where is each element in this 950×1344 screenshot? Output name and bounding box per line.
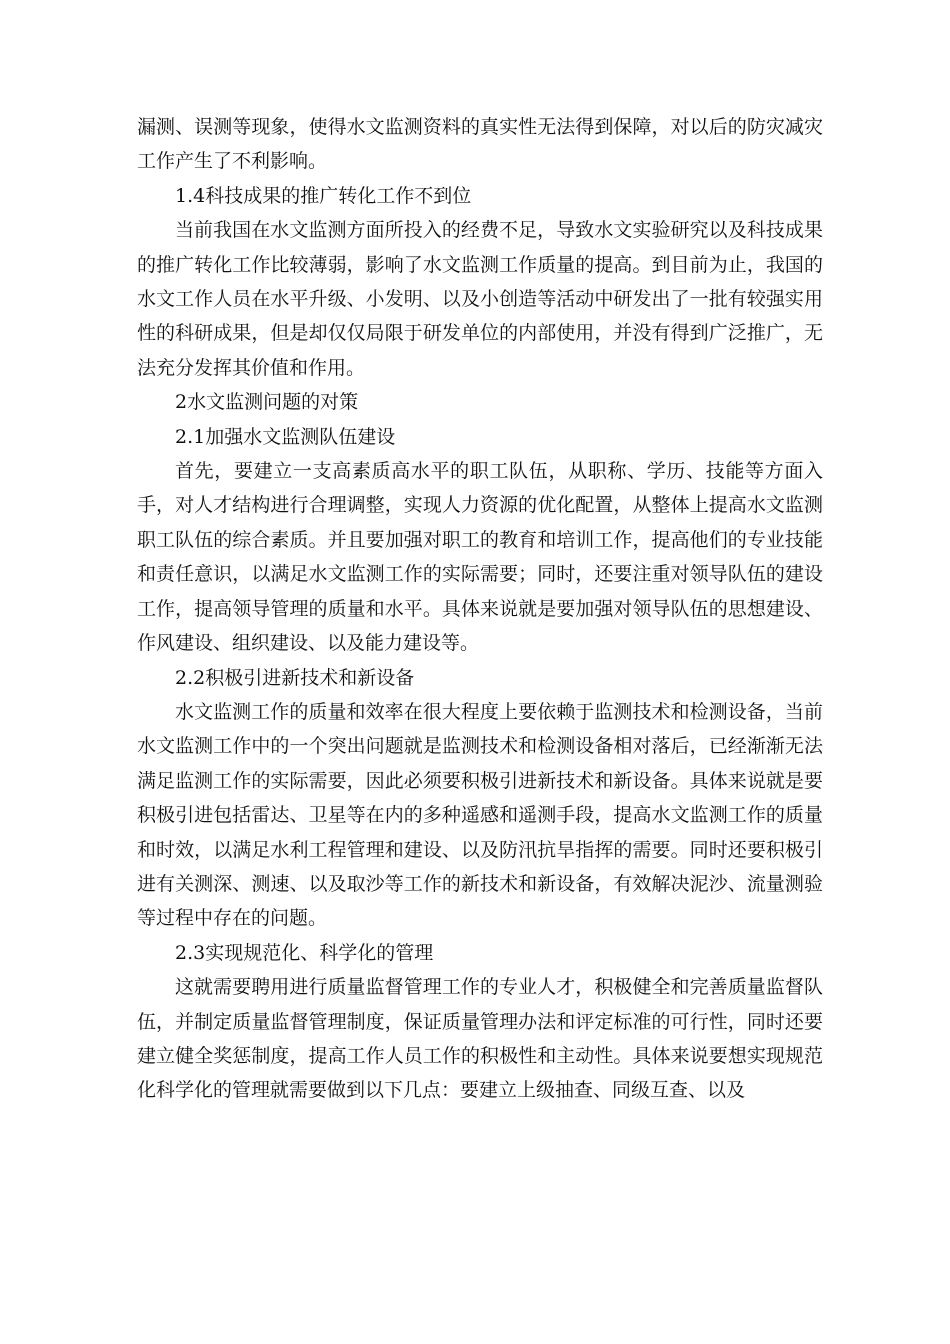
document-body — [137, 110, 823, 1108]
section-heading-2-1: 2.1加强水文监测队伍建设 — [175, 425, 396, 448]
section-heading-2-2: 2.2积极引进新技术和新设备 — [175, 666, 415, 689]
paragraph: 当前我国在水文监测方面所投入的经费不足，导致水文实验研究以及科技成果的推广转化工作比较薄弱，影响了水文监测工作质量的提高。到目前为止，我国的水文工作人员在水平升级、小发明、以及小创造等活动中研发出了一批有较强实用性的科研成果，但是却仅仅局限于研发单位的内部使用，并没有得到广泛推广，无法充分发挥其价值和作用。 — [137, 219, 823, 379]
paragraph: 这就需要聘用进行质量监督管理工作的专业人才，积极健全和完善质量监督队伍，并制定质量监督管理制度，保证质量管理办法和评定标准的可行性，同时还要建立健全奖惩制度，提高工作人员工作的积极性和主动性。具体来说要想实现规范化科学化的管理就需要做到以下几点：要建立上级抽查、同级互查、以及 — [137, 976, 823, 1102]
paragraph: 水文监测工作的质量和效率在很大程度上要依赖于监测技术和检测设备，当前水文监测工作中的一个突出问题就是监测技术和检测设备相对落后，已经渐渐无法满足监测工作的实际需要，因此必须要积极引进新技术和新设备。具体来说就是要积极引进包括雷达、卫星等在内的多种遥感和遥测手段，提高水文监测工作的质量和时效，以满足水利工程管理和建设、以及防汛抗旱指挥的需要。同时还要积极引进有关测深、测速、以及取沙等工作的新技术和新设备，有效解决泥沙、流量测验等过程中存在的问题。 — [137, 700, 823, 930]
paragraph-continuation: 漏测、误测等现象，使得水文监测资料的真实性无法得到保障，对以后的防灾减灾工作产生了不利影响。 — [137, 116, 823, 173]
section-heading-2: 2水文监测问题的对策 — [175, 391, 359, 414]
paragraph: 首先，要建立一支高素质高水平的职工队伍，从职称、学历、技能等方面入手，对人才结构进行合理调整，实现人力资源的优化配置，从整体上提高水文监测职工队伍的综合素质。并且要加强对职工的教育和培训工作，提高他们的专业技能和责任意识，以满足水文监测工作的实际需要；同时，还要注重对领导队伍的建设工作，提高领导管理的质量和水平。具体来说就是要加强对领导队伍的思想建设、作风建设、组织建设、以及能力建设等。 — [137, 460, 823, 655]
section-heading-1-4: 1.4科技成果的推广转化工作不到位 — [175, 184, 472, 207]
section-heading-2-3: 2.3实现规范化、科学化的管理 — [175, 941, 434, 964]
